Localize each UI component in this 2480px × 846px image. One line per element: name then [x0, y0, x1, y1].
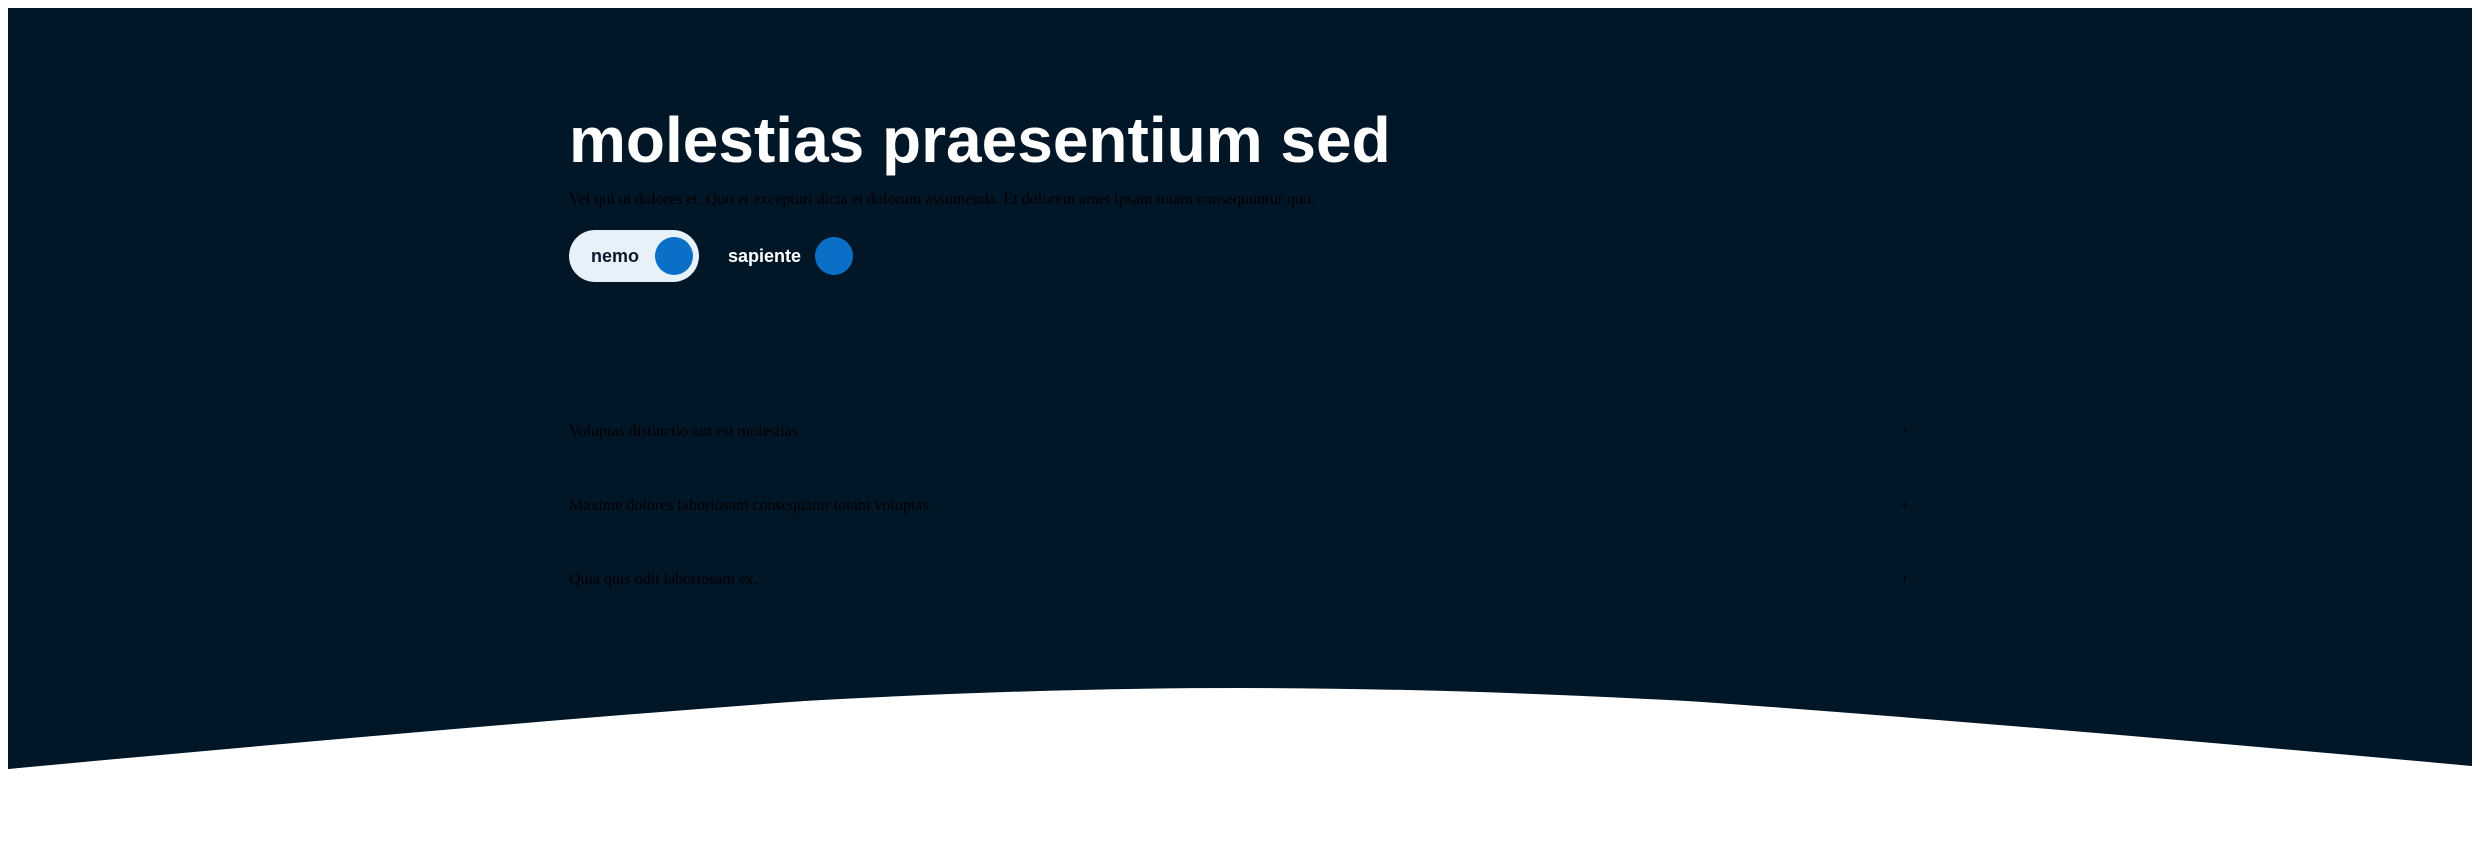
toggle-sapiente[interactable] [728, 230, 853, 282]
toggle-knob [655, 237, 693, 275]
accordion-item[interactable] [569, 395, 1909, 469]
accordion-item-label: Maxime dolores laboriosam consequatur totam voluptas. [569, 497, 933, 514]
page-title: molestias praesentium sed [569, 104, 1391, 176]
toggle-nemo-label: nemo [591, 245, 640, 266]
accordion-item[interactable] [569, 543, 1909, 617]
accordion [569, 395, 1909, 617]
plus-icon[interactable]: + [1899, 571, 1909, 588]
hero-subtitle: Vel qui ut dolores et. Quo et excepturi dicta et dolorum assumenda. Et dolorem amet ipsam totam consequuntur quo. [569, 191, 1316, 208]
hero-content [569, 100, 1909, 282]
toggle-knob [815, 237, 853, 275]
toggle-sapiente-label: sapiente [728, 245, 802, 266]
accordion-item-label: Voluptas distinctio aut est molestias. [569, 423, 803, 440]
toggle-group [569, 230, 1909, 282]
plus-icon[interactable]: + [1899, 423, 1909, 440]
toggle-nemo[interactable] [569, 230, 699, 282]
accordion-item-label: Quia quis odit laboriosam ex. [569, 571, 758, 588]
plus-icon[interactable]: + [1899, 497, 1909, 514]
accordion-item[interactable] [569, 469, 1909, 543]
